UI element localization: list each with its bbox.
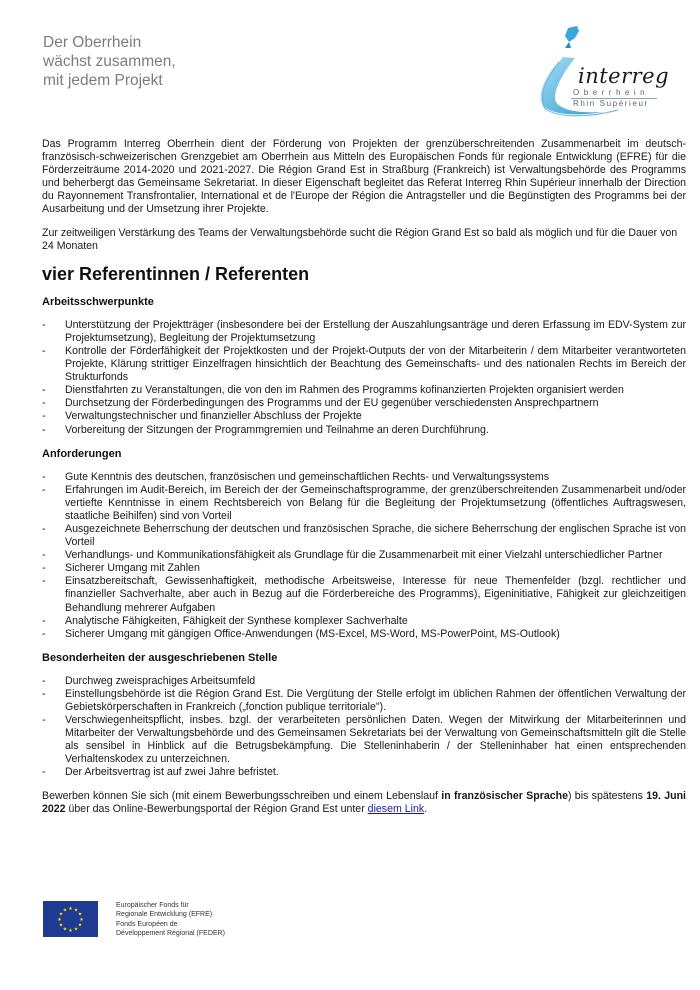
logo-subtitle-de: Oberrhein	[573, 88, 650, 97]
list-item: - Der Arbeitsvertrag ist auf zwei Jahre befristet.	[42, 766, 279, 779]
list-item: - Dienstfahrten zu Veranstaltungen, die von den im Rahmen des Programms kofinanzierten Projekten organisiert werden	[42, 384, 624, 397]
list-item: - Einsatzbereitschaft, Gewissenhaftigkeit, methodische Arbeitsweise, Interesse für neue Themenfelder (bzgl. rechtlicher und finanzieller Sachverhalte, aber auch in Bezug auf die Förderbereiche des Programms), Eigeninitiative, Fähigkeit zur gleichzeitigen Behandlung mehrerer Aufgaben	[42, 575, 686, 614]
intro-paragraph-2: Zur zeitweiligen Verstärkung des Teams der Verwaltungsbehörde sucht die Région Grand Est so bald als möglich und für die Dauer von 24 Monaten	[42, 226, 678, 252]
svg-text:★: ★	[68, 928, 73, 934]
list-item: - Durchsetzung der Förderbedingungen des Programms und der EU gegenüber verschiedensten Ansprechpartnern	[42, 397, 599, 410]
language-requirement: in französischer Sprache	[441, 789, 568, 802]
list-item: - Ausgezeichnete Beherrschung der deutschen und französischen Sprache, die sichere Beherrschung der englischen Sprache ist von Vorteil	[42, 522, 686, 549]
section-heading: Anforderungen	[42, 447, 122, 460]
svg-text:★: ★	[77, 922, 83, 929]
svg-text:★: ★	[73, 907, 79, 914]
particulars-list	[42, 675, 686, 780]
header-tagline	[43, 33, 176, 90]
logo-wordmark: interreg	[578, 64, 670, 88]
section-heading: Arbeitsschwerpunkte	[42, 295, 154, 308]
list-item: - Verhandlungs- und Kommunikationsfähigkeit als Grundlage für die Zusammenarbeit mit einer Vielzahl unterschiedlicher Partner	[42, 549, 663, 562]
list-item: - Sicherer Umgang mit Zahlen	[42, 562, 200, 575]
svg-text:★: ★	[58, 922, 64, 929]
job-title: vier Referentinnen / Referenten	[42, 263, 310, 284]
eu-fund-label: Europäischer Fonds für Regionale Entwicklung (EFRE) Fonds Européen de Développement Régional (FEDER)	[116, 902, 225, 937]
duties-list	[42, 319, 686, 437]
application-link[interactable]: diesem Link	[367, 802, 425, 815]
requirements-list	[42, 471, 686, 641]
list-item: - Gute Kenntnis des deutschen, französischen und gemeinschaftlichen Rechts- und Verwaltungssystems	[42, 470, 550, 483]
interreg-logo	[533, 22, 673, 122]
list-item: - Durchweg zweisprachiges Arbeitsumfeld	[42, 674, 256, 687]
list-item: - Unterstützung der Projektträger (insbesondere bei der Erstellung der Auszahlungsanträge und deren Erfassung im EDV-System zur Projektumsetzung), Begleitung der Projektumsetzung	[42, 318, 686, 344]
list-item: - Sicherer Umgang mit gängigen Office-Anwendungen (MS-Excel, MS-Word, MS-PowerPoint, MS-Outlook)	[42, 627, 560, 640]
tagline-line: wächst zusammen,	[43, 53, 176, 70]
svg-text:★: ★	[62, 907, 68, 914]
list-item: - Verschwiegenheitspflicht, insbes. bzgl. der verarbeiteten persönlichen Daten. Wegen der Mitwirkung der Mitarbeiterinnen und Mitarbeiter der Verwaltungsbehörde und des Gemeinsamen Sekretariats bei der Verwaltung von Gemeinschaftsmitteln gilt die Stelle als sensibel in Hinblick auf die Betrugsbekämpfung. Die Stelleninhaberin / der Stelleninhaber hat einen entsprechenden Verhaltenskodex zu unterzeichnen.	[42, 714, 686, 766]
svg-text:★: ★	[79, 917, 84, 923]
list-item: - Erfahrungen im Audit-Bereich, im Bereich der der Gemeinschaftsprogramme, der grenzüberschreitenden Zusammenarbeit und/oder vertiefte Kenntnisse in einem Rechtsbereich von Belang für die Begleitung der Projektumsetzung (öffentliches Auftragswesen, staatliche Beihilfen) sind von Vorteil	[42, 483, 686, 522]
list-item: - Kontrolle der Förderfähigkeit der Projektkosten und der Projekt-Outputs der von der Mitarbeiterin / dem Mitarbeiter verantworteten Projekte, Klärung strittiger Einzelfragen hinsichtlich der Beachtung des Gemeinschafts- und des nationalen Rechts im Bereich der Strukturfonds	[42, 344, 686, 384]
eu-flag-icon	[43, 901, 98, 937]
application-paragraph: Bewerben können Sie sich (mit einem Bewerbungsschreiben und einem Lebenslauf in französischer Sprache) bis spätestens 19. Juni 2022 über das Online-Bewerbungsportal der Région Grand Est unter diesem Link.	[42, 789, 686, 815]
tagline-line: mit jedem Projekt	[43, 72, 163, 89]
intro-paragraph: Das Programm Interreg Oberrhein dient der Förderung von Projekten der grenzüberschreitenden Zusammenarbeit im deutsch-französisch-schweizerischen Grenzgebiet am Oberrhein aus Mitteln des Europäischen Fonds für regionale Entwicklung (EFRE) für die Förderzeiträume 2014-2020 und 2021-2027. Die Région Grand Est in Straßburg (Frankreich) ist Verwaltungsbehörde des Programms und beherbergt das Gemeinsame Sekretariat. In dieser Eigenschaft begleitet das Referat Interreg Rhin Supérieur innerhalb der Direction du Rayonnement Transfrontalier, International et de l'Europe der Région die Antragsteller und die Begünstigten des Programms bei der Ausarbeitung und der Umsetzung ihrer Projekte.	[42, 138, 686, 216]
section-heading: Besonderheiten der ausgeschriebenen Stelle	[42, 651, 278, 664]
deadline-date: 19. Juni 2022	[42, 789, 686, 815]
tagline-line: Der Oberrhein	[43, 34, 142, 51]
svg-text:★: ★	[77, 911, 83, 918]
list-item: - Verwaltungstechnischer und finanzieller Abschluss der Projekte	[42, 410, 362, 423]
svg-text:★: ★	[73, 926, 79, 933]
svg-text:★: ★	[68, 906, 73, 912]
logo-subtitle-fr: Rhin Supérieur	[573, 99, 649, 108]
svg-text:★: ★	[58, 911, 64, 918]
svg-text:★: ★	[62, 926, 68, 933]
list-item: - Einstellungsbehörde ist die Région Grand Est. Die Vergütung der Stelle erfolgt im üblichen Rahmen der öffentlichen Verwaltung der Gebietskörperschaften in Frankreich („fonction publique territoriale").	[42, 687, 686, 713]
list-item: - Vorbereitung der Sitzungen der Programmgremien und Teilnahme an deren Durchführung.	[42, 423, 489, 436]
svg-text:★: ★	[57, 917, 62, 923]
list-item: - Analytische Fähigkeiten, Fähigkeit der Synthese komplexer Sachverhalte	[42, 614, 408, 627]
document-body	[42, 138, 686, 816]
